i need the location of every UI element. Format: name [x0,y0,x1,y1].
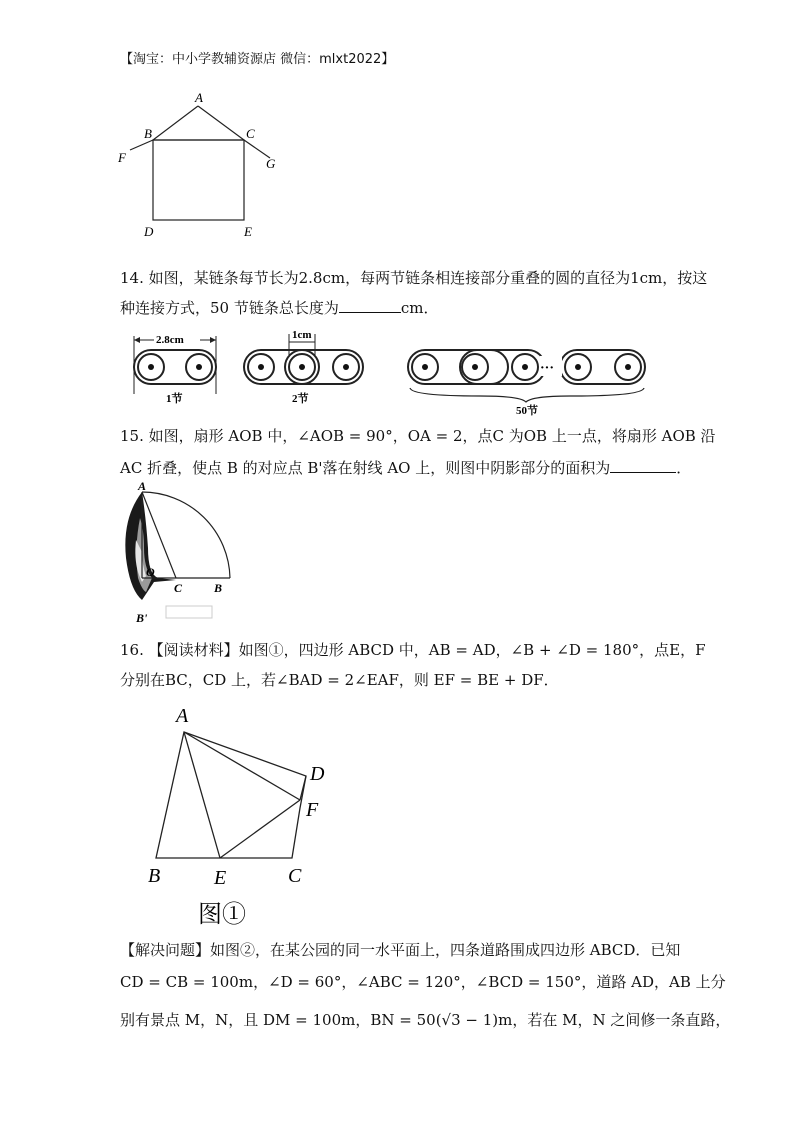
q14-line2-prefix: 种连接方式，50 节链条总长度为 [120,299,339,317]
q16-line1: 16. 【阅读材料】如图①，四边形 ABCD 中，AB = AD，∠B + ∠D = 180°，点E，F [120,641,706,659]
q16-line4: CD = CB = 100m，∠D = 60°，∠ABC = 120°，∠BCD = 150°，道路 AD，AB 上分 [120,973,726,991]
chain-caption-2: 2节 [292,393,309,405]
chain-caption-1: 1节 [166,393,183,405]
quad-label-D: D [310,763,325,785]
sector-label-A: A [138,479,147,493]
chain-ellipsis: ··· [540,361,555,376]
chain-diameter-label: 1cm [292,329,312,341]
quad-label-E: E [214,867,227,889]
label-E: E [244,224,252,239]
quad-label-A: A [176,705,189,727]
sector-label-O: O [146,565,155,579]
quad-label-C: C [288,865,302,887]
sector-label-C: C [174,581,183,595]
label-A: A [195,90,203,105]
quadrilateral-figure [140,700,360,930]
q15-line2-prefix: AC 折叠，使点 B 的对应点 B'落在射线 AO 上，则图中阴影部分的面积为 [120,459,611,477]
q16-line5: 别有景点 M，N，且 DM = 100m，BN = 50(√3 − 1)m，若在 M，N 之间修一条直路， [120,1011,731,1029]
chain-two-links [244,329,363,405]
label-G: G [266,156,276,171]
sector-label-Bp: B' [136,611,148,625]
q15-line2 [120,458,691,478]
chain-figure [120,326,650,416]
quad-caption: 图① [198,902,246,928]
q14-line2-suffix: cm． [400,299,439,317]
label-C: C [246,126,255,141]
label-D: D [144,224,154,239]
chain-one-link [134,332,216,405]
q15-line2-suffix: ． [676,459,692,477]
label-B: B [144,126,152,141]
q15-answer-blank[interactable] [610,458,676,473]
q14-line1: 14. 如图，某链条每节长为2.8cm，每两节链条相连接部分重叠的圆的直径为1cm，按这 [120,269,708,287]
chain-fifty-links [408,350,645,416]
q14-answer-blank[interactable] [339,298,401,313]
sector-figure [112,478,242,628]
quad-label-F: F [306,799,319,821]
q14-line2 [120,298,438,318]
q16-line2: 分别在BC，CD 上，若∠BAD = 2∠EAF，则 EF = BE + DF． [120,671,559,689]
label-F: F [118,150,126,165]
house-figure [110,88,300,244]
page-header: 【淘宝：中小学教辅资源店 微信：mlxt2022】 [120,52,395,67]
sector-label-B: B [214,581,223,595]
q16-line3: 【解决问题】如图②，在某公园的同一水平面上，四条道路围成四边形 ABCD．已知 [120,941,681,959]
chain-length-label: 2.8cm [156,334,184,346]
chain-caption-50: 50节 [516,405,538,416]
q15-line1: 15. 如图，扇形 AOB 中，∠AOB = 90°，OA = 2，点C 为OB 上一点，将扇形 AOB 沿 [120,427,716,445]
quad-label-B: B [148,865,161,887]
